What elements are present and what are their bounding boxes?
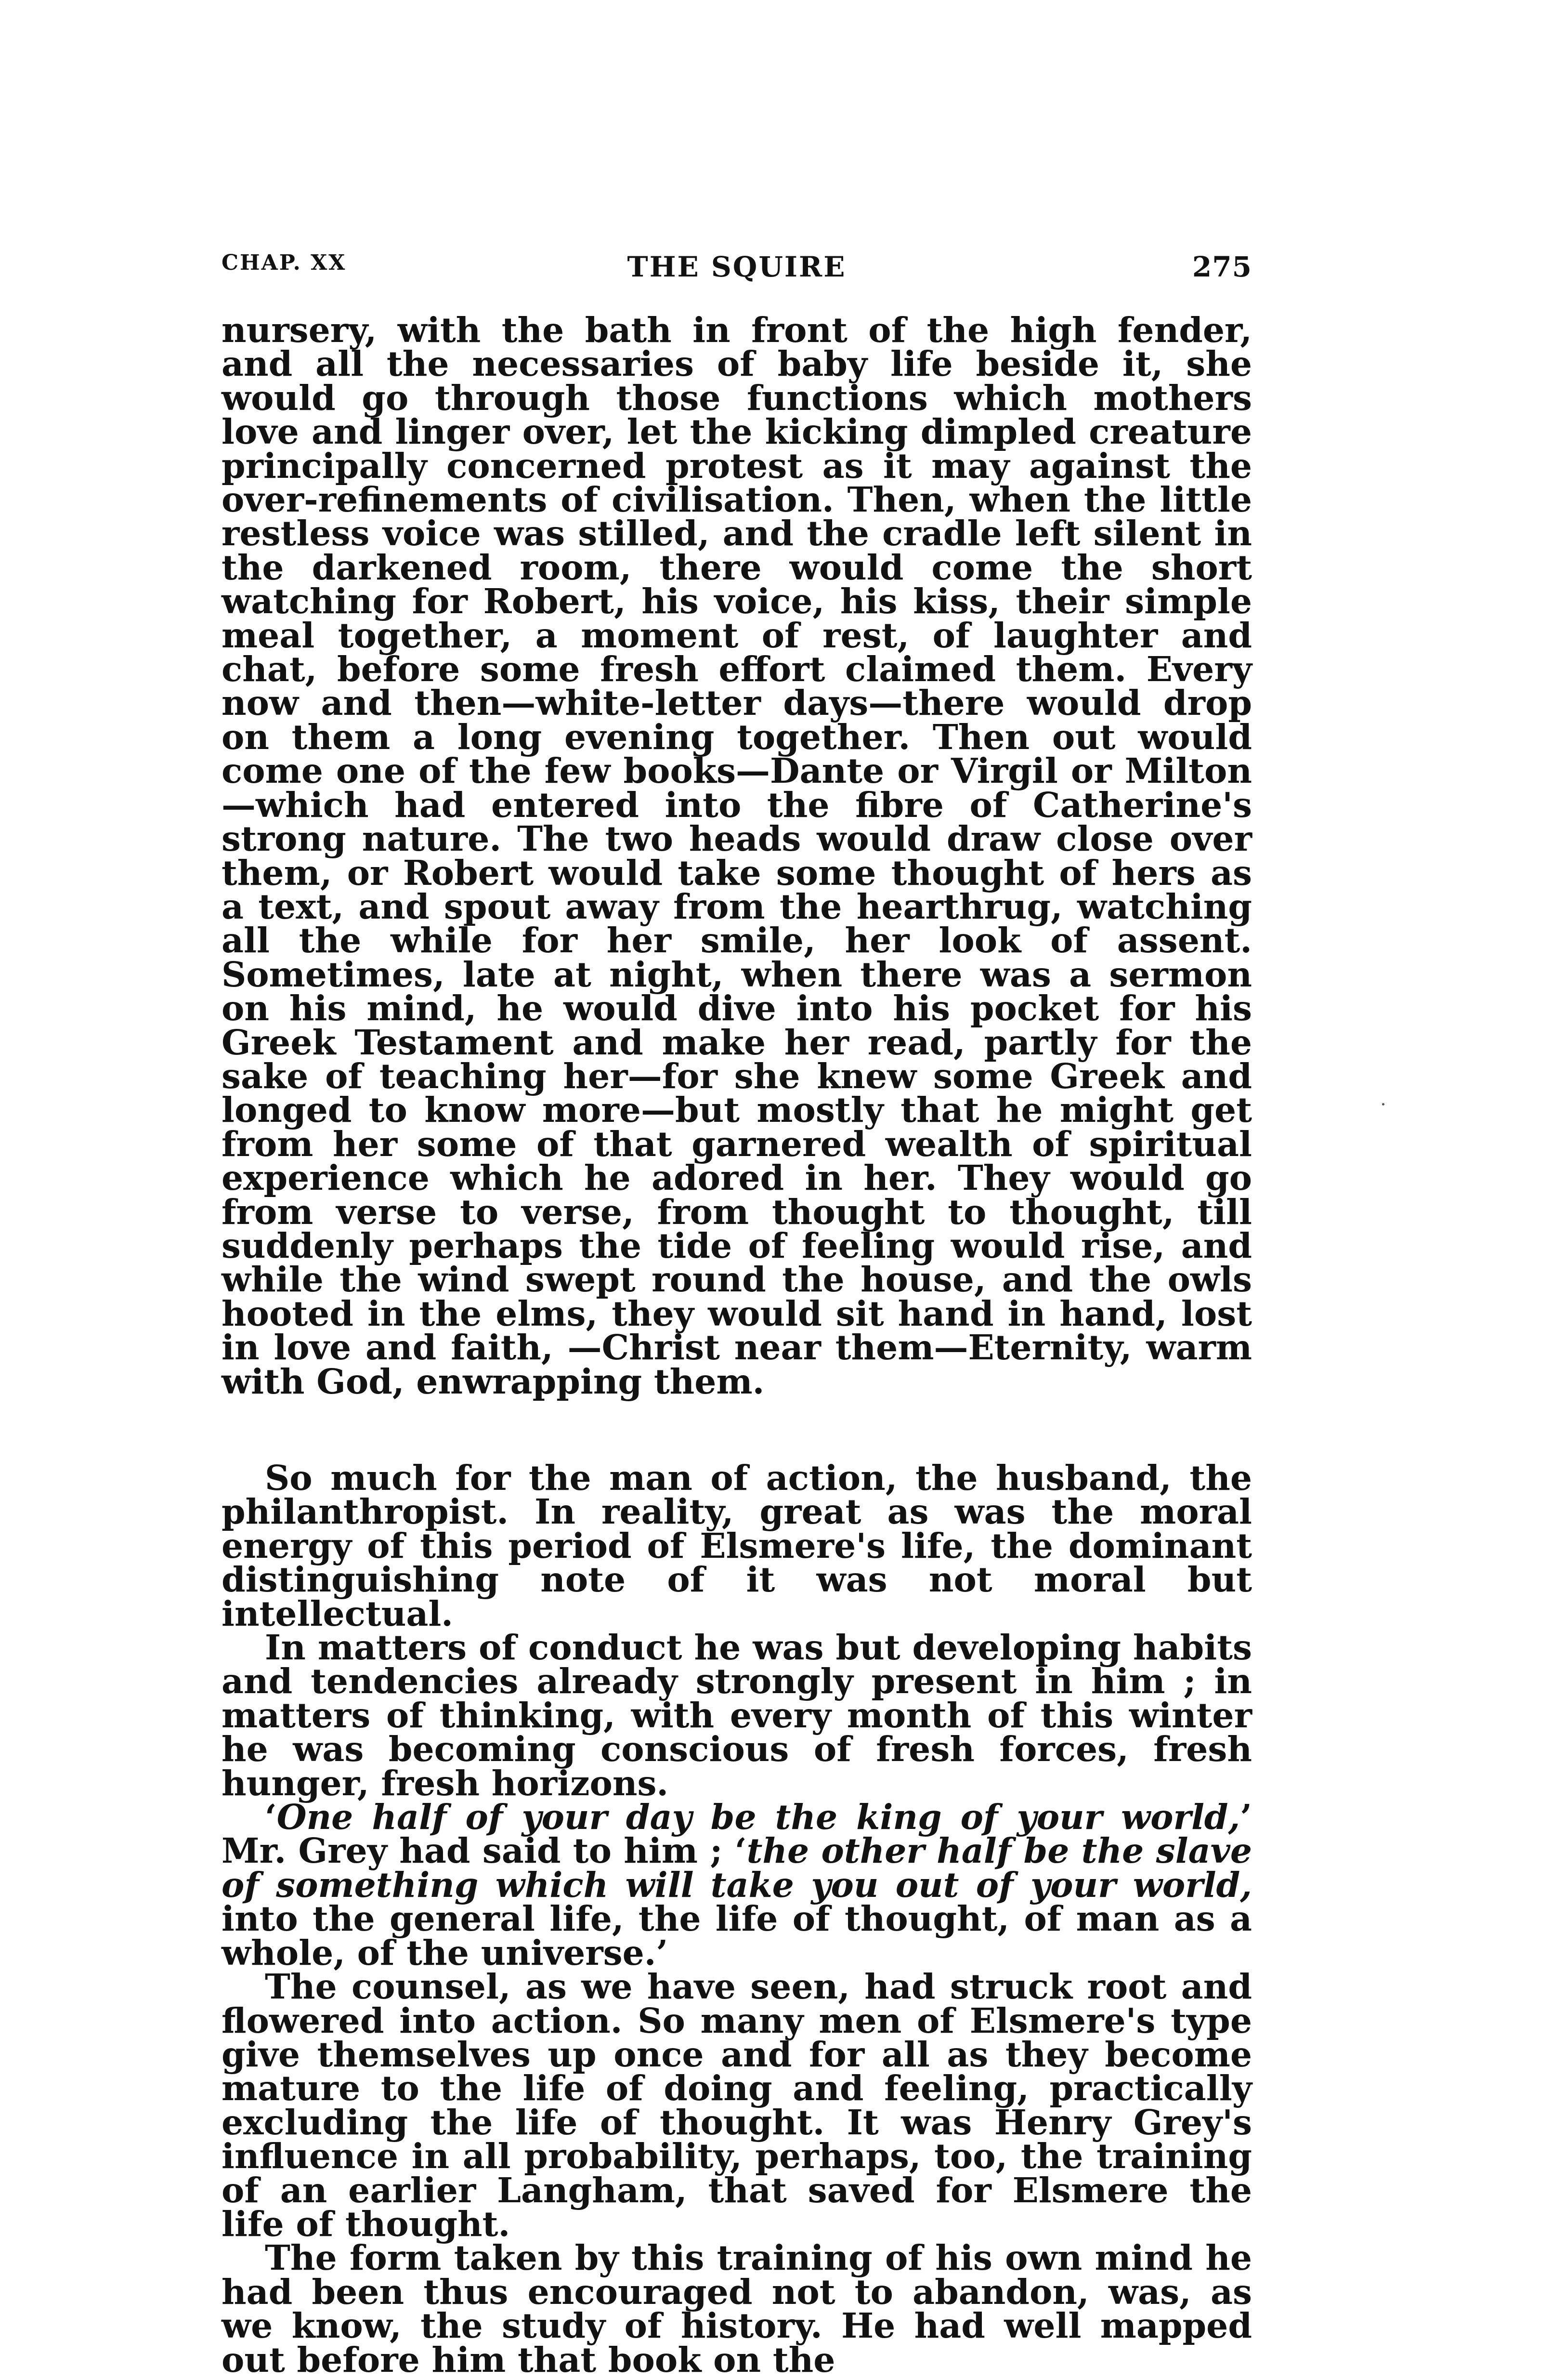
paragraph-counsel: The counsel, as we have seen, had struck root and flowered into action. So many men of Elsmere's type give themselves up once and for all as they become mature to the life of doing and feeling, practically excluding the life of thought. It was Henry Grey's influence in all probability, perhaps, too, the training of an earlier Langham, that saved for Elsmere the life of thought. [222, 1966, 1252, 2244]
running-title: THE SQUIRE [627, 250, 847, 283]
paragraph-form-of-training: The form taken by this training of his own mind he had been thus encouraged not to abandon, was, as we know, the study of history. He had well mapped out before him that book on the [222, 2237, 1252, 2380]
paragraph-man-of-action: So much for the man of action, the husband, the philanthropist. In reality, great as was the moral energy of this period of Elsmere's life, the dominant distinguishing note of it was not moral but intellectual. [222, 1458, 1252, 1634]
body-text [222, 310, 1252, 2380]
chapter-label: CHAP. XX [222, 250, 347, 275]
paper-speck [1382, 1103, 1384, 1105]
page-number: 275 [1192, 250, 1252, 283]
paragraph-conduct: In matters of conduct he was but developing habits and tendencies already strongly present in him ; in matters of thinking, with every month of this winter he was becoming conscious of fresh forces, fresh hunger, fresh horizons. [222, 1627, 1252, 1803]
quote-rest: into the general life, the life of thought, of man as a whole, of the universe.’ [222, 1898, 1252, 1973]
quote-middle: ’ Mr. Grey had said to him ; ‘ [222, 1797, 1252, 1871]
paragraph-continued: nursery, with the bath in front of the high fender, and all the necessaries of baby life beside it, she would go through those functions which mothers love and linger over, let the kicking dimpled creature principally concerned protest as it may against the over-refinements of civilisation. Then, when the little restless voice was stilled, and the cradle left silent in the darkened room, there would come the short watching for Robert, his voice, his kiss, their simple meal together, a moment of rest, of laughter and chat, before some fresh effort claimed them. Every now and then—white-letter days—there would drop on them a long evening together. Then out would come one of the few books—Dante or Virgil or Milton—which had entered into the fibre of Catherine's strong nature. The two heads would draw close over them, or Robert would take some thought of hers as a text, and spout away from the hearthrug, watching all the while for her smile, her look of assent. Sometimes, late at night, when there was a sermon on his mind, he would dive into his pocket for his Greek Testament and make her read, partly for the sake of teaching her—for she knew some Greek and longed to know more—but mostly that he might get from her some of that garnered wealth of spiritual experience which he adored in her. They would go from verse to verse, from thought to thought, till suddenly perhaps the tide of feeling would rise, and while the wind swept round the house, and the owls hooted in the elms, they would sit hand in hand, lost in love and faith, —Christ near them—Eternity, warm with God, enwrapping them. [222, 310, 1252, 1402]
quote-open: ‘ [265, 1797, 277, 1838]
quote-italic-first: One half of your day be the king of your world, [276, 1797, 1240, 1838]
quote-italic-second: the other half be the slave of something which will take you out of your world, [222, 1830, 1252, 1905]
running-header [222, 250, 1252, 289]
paragraph-grey-quote [222, 1797, 1252, 1973]
